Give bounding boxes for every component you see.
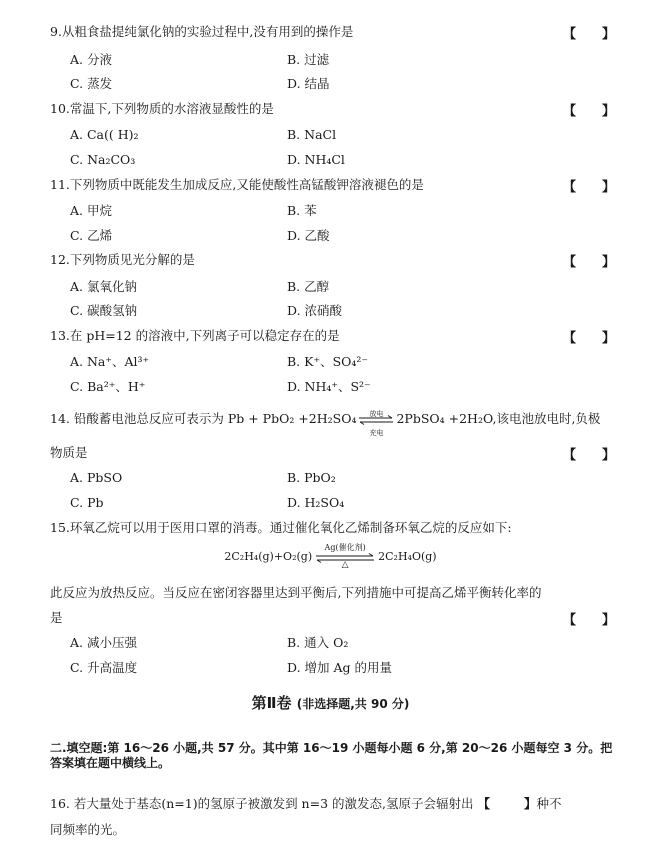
reaction-equation	[0, 543, 661, 570]
option-9a[interactable]: A. 分液	[70, 52, 112, 67]
question-11-stem: 11.下列物质中既能发生加成反应,又能使酸性高锰酸钾溶液褪色的是	[50, 177, 424, 192]
bracket-open: 【	[563, 331, 577, 346]
option-9c[interactable]: C. 蒸发	[70, 76, 113, 91]
question-15-stem-line3: 是	[50, 610, 63, 625]
option-10b[interactable]: B. NaCl	[287, 127, 337, 142]
option-10a[interactable]: A. Ca(( H)₂	[70, 127, 139, 142]
option-11a[interactable]: A. 甲烷	[70, 203, 112, 218]
option-9d[interactable]: D. 结晶	[287, 76, 330, 91]
option-11d[interactable]: D. 乙酸	[287, 228, 330, 243]
bracket-open: 【	[563, 448, 577, 463]
option-13a[interactable]: A. Na⁺、Al³⁺	[70, 354, 150, 369]
option-15d[interactable]: D. 增加 Ag 的用量	[287, 660, 392, 675]
answer-bracket-12[interactable]	[563, 251, 615, 270]
answer-blank-16[interactable]	[477, 796, 536, 811]
question-16-stem-line2: 同频率的光。	[50, 822, 126, 837]
q16-stem-post: 种不	[536, 796, 562, 811]
option-14a[interactable]: A. PbSO	[70, 470, 123, 485]
answer-bracket-14[interactable]	[563, 444, 615, 463]
question-14-stem	[50, 409, 601, 437]
bracket-close: 】	[602, 255, 616, 270]
bracket-close: 】	[602, 27, 616, 42]
q16-stem-pre: 16. 若大量处于基态(n=1)的氢原子被激发到 n=3 的激发态,氢原子会辐射出	[50, 796, 474, 811]
option-12a[interactable]: A. 氯氧化钠	[70, 279, 137, 294]
option-10d[interactable]: D. NH₄Cl	[287, 152, 345, 167]
bracket-open: 【	[563, 255, 577, 270]
question-15-stem: 15.环氧乙烷可以用于医用口罩的消毒。通过催化氧化乙烯制备环氧乙烷的反应如下:	[50, 520, 512, 535]
option-15b[interactable]: B. 通入 O₂	[287, 635, 349, 650]
answer-bracket-13[interactable]	[563, 327, 615, 346]
bracket-close: 】	[602, 104, 616, 119]
section-title-main: 第Ⅱ卷	[251, 694, 292, 712]
arrow-label-discharge: 放电	[369, 409, 384, 418]
bracket-close: 】	[524, 796, 537, 811]
bracket-close: 】	[602, 613, 616, 628]
part2-instructions: 二.填空题:第 16～26 小题,共 57 分。其中第 16～19 小题每小题 6 分,第 20～26 小题每空 3 分。把答案填在题中横线上。	[50, 741, 613, 770]
answer-bracket-9[interactable]	[563, 23, 615, 42]
catalyst-label: Ag(催化剂)	[324, 543, 366, 552]
option-14d[interactable]: D. H₂SO₄	[287, 495, 345, 510]
option-12b[interactable]: B. 乙醇	[287, 279, 330, 294]
option-11b[interactable]: B. 苯	[287, 203, 317, 218]
option-12c[interactable]: C. 碳酸氢钠	[70, 303, 138, 318]
option-15c[interactable]: C. 升高温度	[70, 660, 138, 675]
arrow-label-charge: 充电	[369, 428, 384, 437]
q14-stem-post: 2PbSO₄ +2H₂O,该电池放电时,负极	[396, 411, 601, 426]
question-15-stem-line2: 此反应为放热反应。当反应在密闭容器里达到平衡后,下列措施中可提高乙烯平衡转化率的	[50, 585, 542, 600]
bracket-close: 】	[602, 180, 616, 195]
question-14-stem-line2: 物质是	[50, 445, 88, 460]
question-10-stem: 10.常温下,下列物质的水溶液显酸性的是	[50, 101, 274, 116]
equation-left: 2C₂H₄(g)+O₂(g)	[224, 550, 313, 563]
option-10c[interactable]: C. Na₂CO₃	[70, 152, 136, 167]
bracket-close: 】	[602, 331, 616, 346]
section-subtitle: (非选择题,共 90 分)	[296, 697, 410, 711]
option-11c[interactable]: C. 乙烯	[70, 228, 113, 243]
option-9b[interactable]: B. 过滤	[287, 52, 330, 67]
option-14b[interactable]: B. PbO₂	[287, 470, 336, 485]
option-14c[interactable]: C. Pb	[70, 495, 104, 510]
option-12d[interactable]: D. 浓硝酸	[287, 303, 343, 318]
option-15a[interactable]: A. 减小压强	[70, 635, 137, 650]
section-title	[0, 692, 661, 713]
bracket-open: 【	[477, 796, 490, 811]
bracket-open: 【	[563, 104, 577, 119]
heat-symbol: △	[341, 560, 349, 570]
question-12-stem: 12.下列物质见光分解的是	[50, 252, 195, 267]
bracket-open: 【	[563, 27, 577, 42]
bracket-close: 】	[602, 448, 616, 463]
question-16-stem	[50, 796, 562, 812]
question-13-stem: 13.在 pH=12 的溶液中,下列离子可以稳定存在的是	[50, 328, 340, 343]
reversible-arrow-icon	[358, 409, 394, 437]
bracket-open: 【	[563, 613, 577, 628]
answer-bracket-15[interactable]	[563, 609, 615, 628]
question-9-stem: 9.从粗食盐提纯氯化钠的实验过程中,没有用到的操作是	[50, 24, 354, 39]
reversible-arrow-icon	[315, 543, 375, 570]
option-13b[interactable]: B. K⁺、SO₄²⁻	[287, 354, 368, 369]
equation-right: 2C₂H₄O(g)	[378, 550, 437, 563]
option-13c[interactable]: C. Ba²⁺、H⁺	[70, 379, 146, 394]
option-13d[interactable]: D. NH₄⁺、S²⁻	[287, 379, 371, 394]
answer-bracket-10[interactable]	[563, 100, 615, 119]
answer-bracket-11[interactable]	[563, 176, 615, 195]
bracket-open: 【	[563, 180, 577, 195]
q14-stem-pre: 14. 铅酸蓄电池总反应可表示为 Pb + PbO₂ +2H₂SO₄	[50, 411, 357, 426]
